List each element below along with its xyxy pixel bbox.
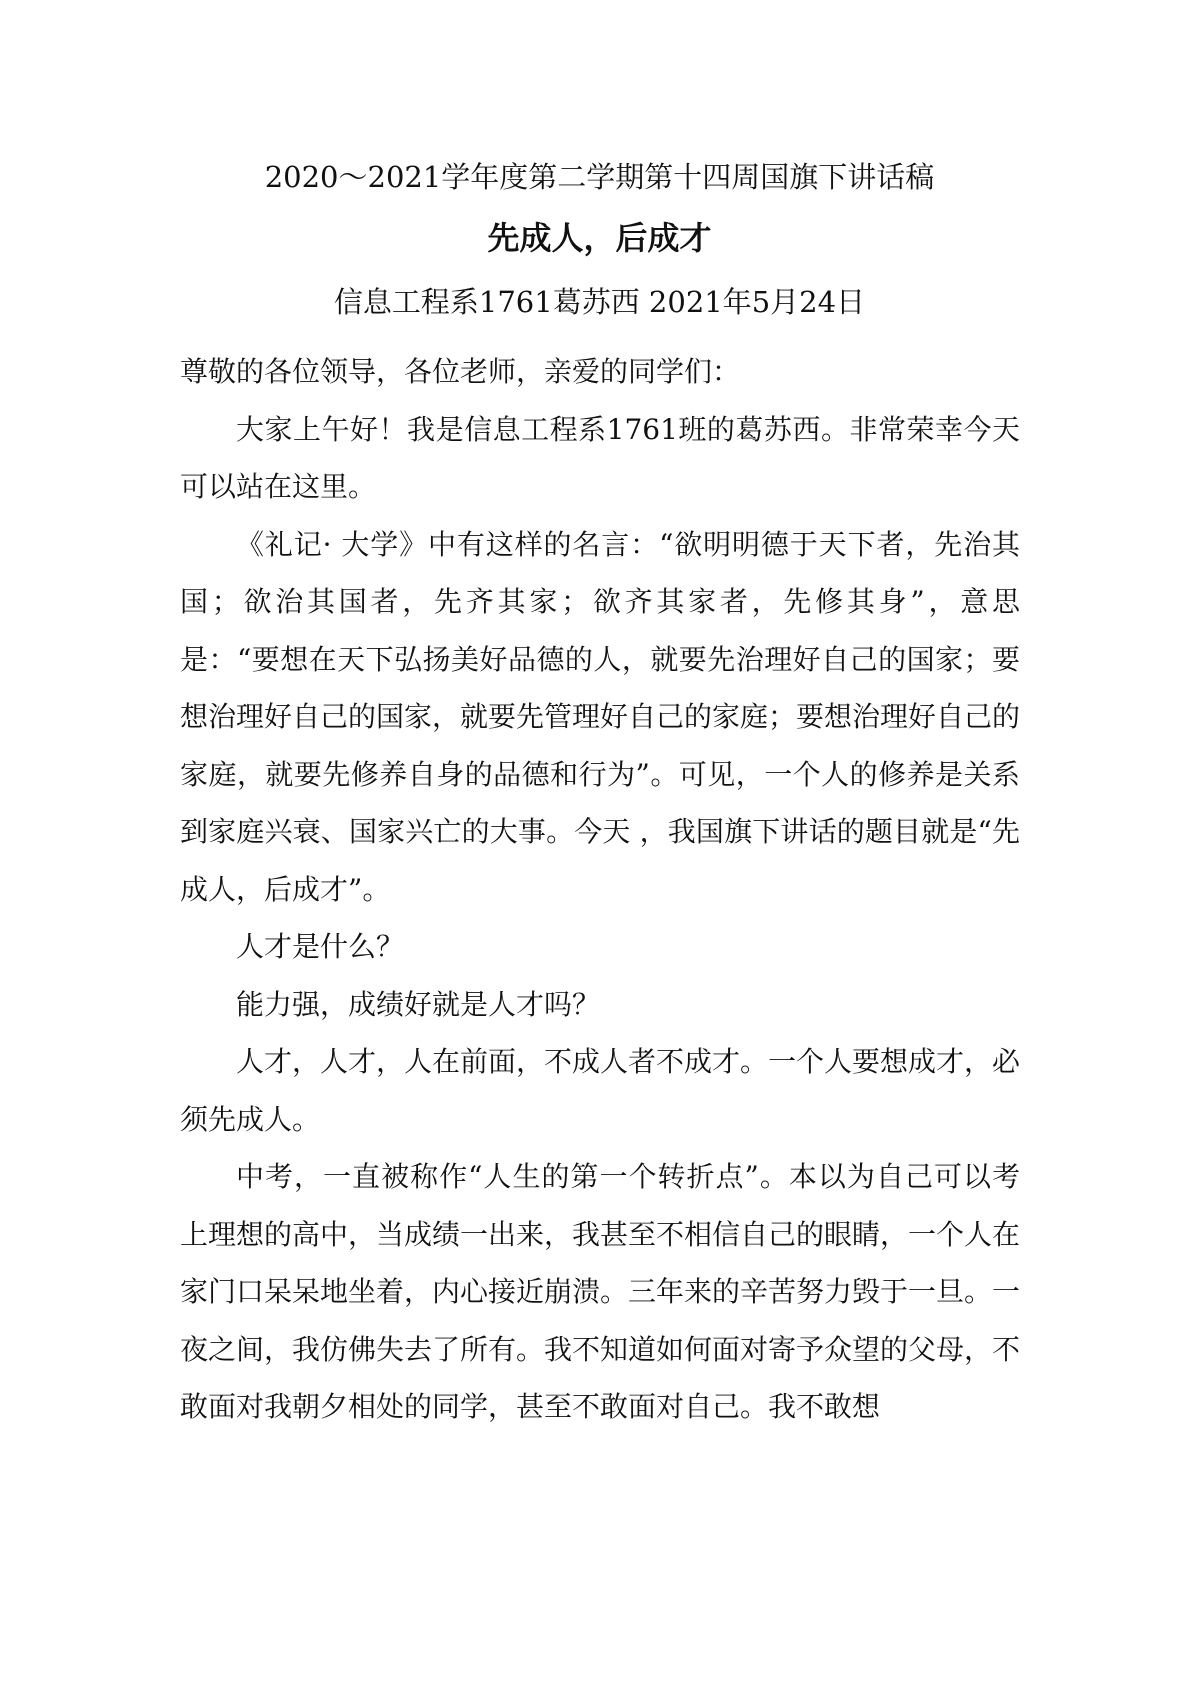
document-title: 先成人，后成才 [487,219,712,257]
paragraph: 《礼记· 大学》中有这样的名言：“欲明明德于天下者，先治其国；欲治其国者，先齐其家；欲齐其家者，先修其身”，意思是：“要想在天下弘扬美好品德的人，就要先治理好自己的国家；要想治理好自己的国家，就要先管理好自己的家庭；要想治理好自己的家庭，就要先修养自身的品德和行为”。可见，一个人的修养是关系到家庭兴衰、国家兴亡的大事。今天 ，我国旗下讲话的题目就是“先成人，后成才”。 [180,527,1021,906]
paragraph: 人才，人才，人在前面，不成人者不成才。一个人要想成才，必须先成人。 [180,1045,1021,1136]
document-header: 2020～2021学年度第二学期第十四周国旗下讲话稿 [264,160,935,194]
document-body [180,343,1020,1436]
paragraph: 中考，一直被称作“人生的第一个转折点”。本以为自己可以考上理想的高中，当成绩一出来，我甚至不相信自己的眼睛，一个人在家门口呆呆地坐着，内心接近崩溃。三年来的辛苦努力毁于一旦。一夜之间，我仿佛失去了所有。我不知道如何面对寄予众望的父母，不敢面对我朝夕相处的同学，甚至不敢面对自己。我不敢想 [180,1160,1021,1423]
greeting: 尊敬的各位领导，各位老师，亲爱的同学们： [180,355,741,388]
document-byline: 信息工程系1761葛苏西 2021年5月24日 [333,285,866,319]
paragraph: 能力强，成绩好就是人才吗？ [236,987,601,1021]
paragraph: 大家上午好！我是信息工程系1761班的葛苏西。非常荣幸今天可以站在这里。 [180,412,1020,503]
paragraph: 人才是什么？ [236,930,405,963]
